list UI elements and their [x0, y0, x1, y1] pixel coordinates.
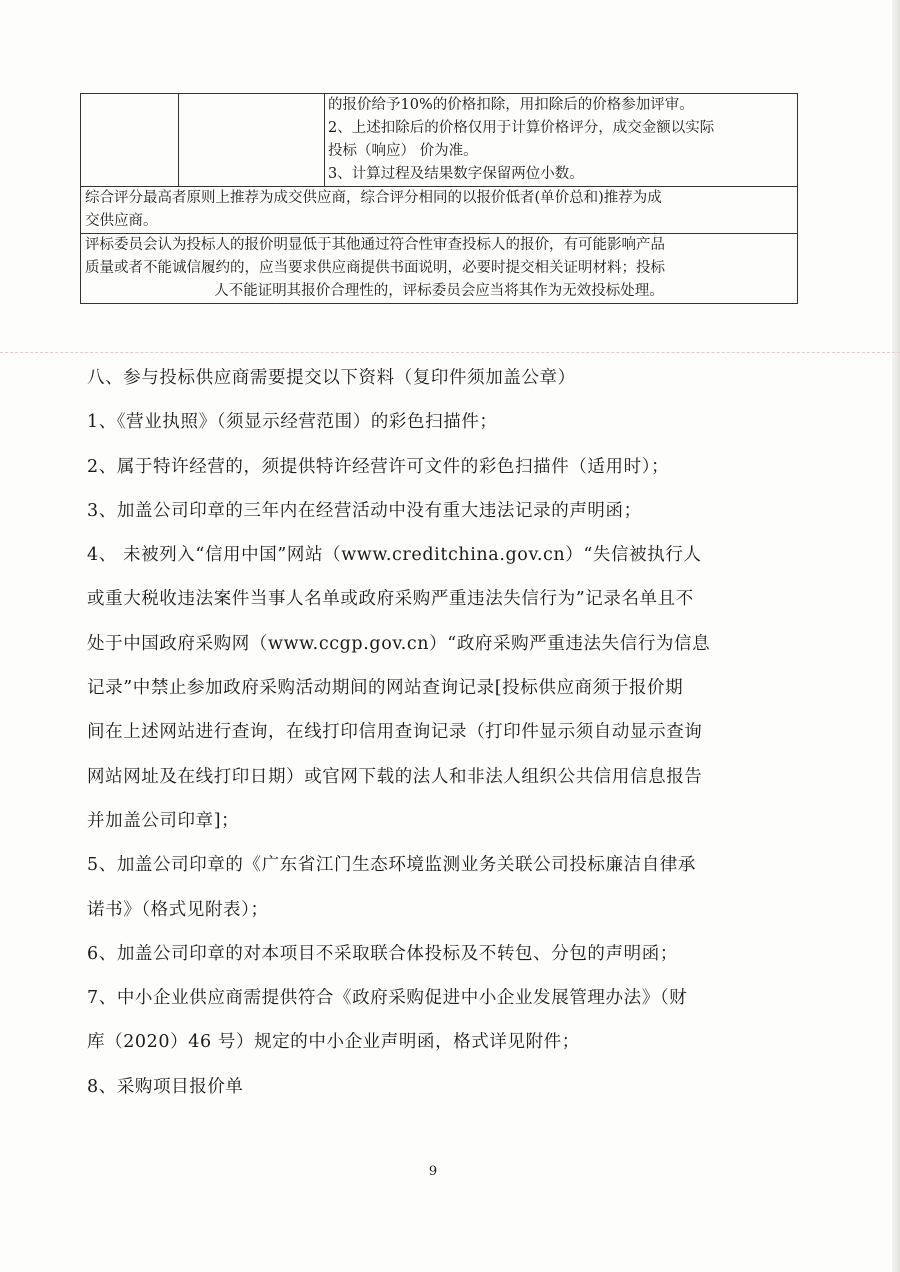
- list-item-continuation: 网站网址及在线打印日期）或官网下载的法人和非法人组织公共信用信息报告: [87, 766, 703, 787]
- list-item-continuation: 间在上述网站进行查询，在线打印信用查询记录（打印件显示须自动显示查询: [87, 722, 703, 743]
- list-item: 7、中小企业供应商需提供符合《政府采购促进中小企业发展管理办法》（财: [87, 988, 688, 1009]
- list-item: 8、采购项目报价单: [87, 1076, 244, 1097]
- list-item-continuation: 库（2020）46 号）规定的中小企业声明函，格式详见附件；: [87, 1032, 580, 1053]
- table-row: [81, 94, 797, 187]
- table-text-line: 交供应商。: [85, 213, 158, 229]
- table-cell-recommendation: [81, 187, 797, 233]
- table-row: [81, 187, 797, 234]
- list-item-continuation: 并加盖公司印章]；: [87, 810, 240, 831]
- table-text-line: 质量或者不能诚信履约的，应当要求供应商提供书面说明，必要时提交相关证明材料；投标: [85, 260, 665, 276]
- list-item: 3、加盖公司印章的三年内在经营活动中没有重大违法记录的声明函；: [87, 500, 642, 521]
- table-cell-price-notes: [325, 94, 797, 186]
- list-item: 1、《营业执照》（须显示经营范围）的彩色扫描件；: [87, 412, 498, 433]
- scan-artifact-line: [0, 352, 900, 353]
- table-cell-empty: [81, 94, 179, 186]
- list-item: 5、加盖公司印章的《广东省江门生态环境监测业务关联公司投标廉洁自律承: [87, 855, 697, 876]
- section-heading: 八、参与投标供应商需要提交以下资料（复印件须加盖公章）: [87, 368, 576, 388]
- table-text-line: 2、上述扣除后的价格仅用于计算价格评分，成交金额以实际: [328, 120, 715, 136]
- table-text-line: 3、计算过程及结果数字保留两位小数。: [328, 166, 584, 182]
- table-cell-low-price-rule: [81, 234, 797, 303]
- list-item: 2、属于特许经营的，须提供特许经营许可文件的彩色扫描件（适用时）；: [87, 456, 670, 477]
- list-item-continuation: 诺书》（格式见附表）；: [87, 899, 269, 920]
- list-item: 4、 未被列入“信用中国”网站（www.creditchina.gov.cn）“失信被执行人: [87, 545, 702, 566]
- list-item-continuation: 记录”中禁止参加政府采购活动期间的网站查询记录[投标供应商须于报价期: [87, 678, 684, 699]
- list-item: 6、加盖公司印章的对本项目不采取联合体投标及不转包、分包的声明函；: [87, 943, 678, 964]
- table-text-line: 综合评分最高者原则上推荐为成交供应商，综合评分相同的以报价低者(单价总和)推荐为成: [85, 190, 662, 206]
- list-item-continuation: 或重大税收违法案件当事人名单或政府采购严重违法失信行为”记录名单且不: [87, 589, 694, 610]
- requirements-section: [87, 356, 807, 1109]
- page-number: 9: [428, 1164, 438, 1179]
- table-cell-empty: [179, 94, 325, 186]
- table-text-line: 投标（响应） 价为准。: [328, 143, 478, 159]
- table-row: [81, 234, 797, 303]
- list-item-continuation: 处于中国政府采购网（www.ccgp.gov.cn）“政府采购严重违法失信行为信息: [87, 633, 711, 654]
- table-text-line: 人不能证明其报价合理性的，评标委员会应当将其作为无效投标处理。: [214, 283, 664, 299]
- scan-edge: [892, 0, 900, 1272]
- table-text-line: 评标委员会认为投标人的报价明显低于其他通过符合性审查投标人的报价，有可能影响产品: [85, 237, 665, 253]
- table-text-line: 的报价给予10%的价格扣除，用扣除后的价格参加评审。: [328, 97, 694, 113]
- evaluation-table: [80, 93, 798, 304]
